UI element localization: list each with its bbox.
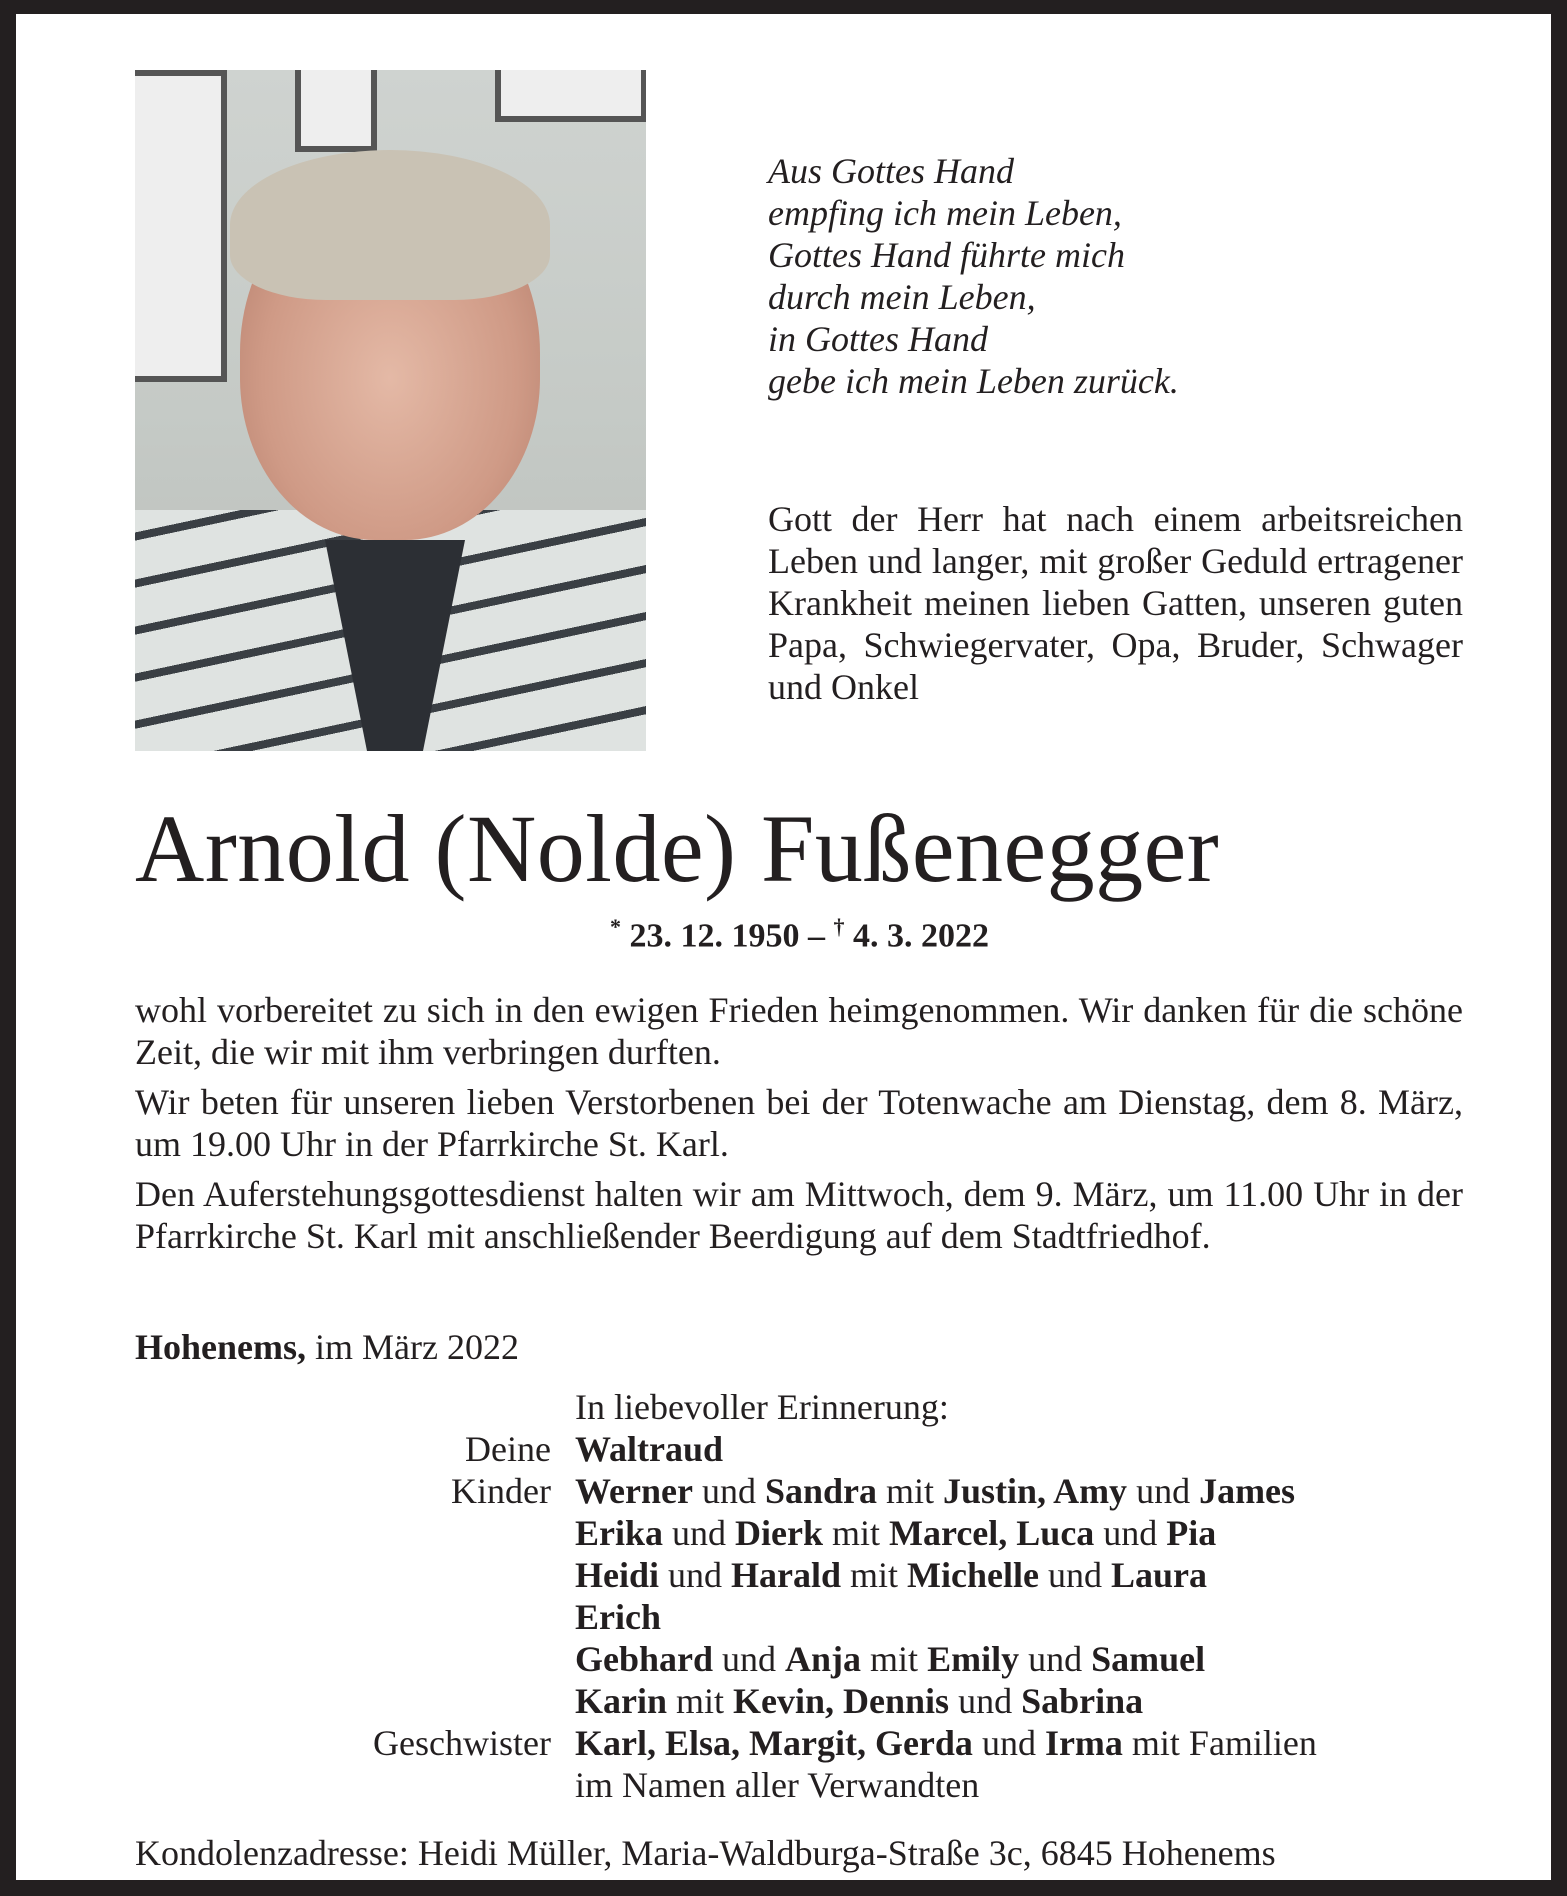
intro-text: Gott der Herr hat nach einem arbeitsreichen Leben und langer, mit großer Geduld ertragener Krankheit meinen lieben Gatten, unseren guten Papa, Schwiegervater, Opa, Bruder, Schwager und Onkel — [768, 499, 1463, 707]
picture-frame — [495, 70, 646, 122]
connector-text: mit — [841, 1555, 908, 1595]
poem-line: in Gottes Hand — [768, 319, 988, 359]
connector-text: mit — [667, 1681, 734, 1721]
member-name: Heidi — [575, 1555, 660, 1595]
portrait-photo — [135, 70, 646, 751]
family-label — [135, 1512, 575, 1554]
place-date — [135, 1326, 519, 1368]
member-name: Gebhard — [575, 1639, 714, 1679]
poem-line: gebe ich mein Leben zurück. — [768, 361, 1179, 401]
connector-text: und — [692, 1471, 765, 1511]
connector-text: mit Familien — [1122, 1723, 1317, 1763]
connector-text: und — [1019, 1639, 1092, 1679]
family-members — [575, 1554, 1207, 1596]
birth-symbol: * — [610, 914, 621, 939]
family-label — [135, 1638, 575, 1680]
death-symbol: † — [833, 914, 845, 939]
connector-text: und — [1127, 1471, 1200, 1511]
poem-line: Gottes Hand führte mich — [768, 235, 1125, 275]
hair — [230, 150, 550, 300]
family-members — [575, 1470, 1295, 1512]
poem-line: Aus Gottes Hand — [768, 151, 1014, 191]
memory-heading: In liebevoller Erinnerung: — [575, 1387, 949, 1427]
member-name: Irma — [1044, 1723, 1123, 1763]
family-row — [135, 1512, 1475, 1554]
member-name: Karl, Elsa, Margit, Gerda — [575, 1723, 973, 1763]
body-text — [135, 989, 1463, 1265]
family-row — [135, 1596, 1475, 1638]
member-name: Laura — [1111, 1555, 1208, 1595]
family-row — [135, 1722, 1475, 1764]
family-label — [135, 1554, 575, 1596]
poem — [768, 150, 1179, 402]
member-name: Anja — [785, 1639, 862, 1679]
member-name: Pia — [1166, 1513, 1217, 1553]
poem-line: empfing ich mein Leben, — [768, 193, 1122, 233]
member-name: Karin — [575, 1681, 668, 1721]
life-dates — [16, 914, 1567, 955]
connector-text: mit — [823, 1513, 890, 1553]
family-list — [135, 1386, 1475, 1806]
family-row — [135, 1554, 1475, 1596]
connector-text: und — [949, 1681, 1022, 1721]
member-name: Justin, Amy — [943, 1471, 1128, 1511]
family-row — [135, 1638, 1475, 1680]
connector-text: und — [972, 1723, 1045, 1763]
date-text: im März 2022 — [306, 1327, 519, 1367]
member-name: Emily — [927, 1639, 1020, 1679]
member-name: Erich — [575, 1597, 661, 1637]
connector-text: und — [663, 1513, 736, 1553]
member-name: Harald — [731, 1555, 842, 1595]
family-members — [575, 1680, 1143, 1722]
connector-text: im Namen aller Verwandten — [575, 1765, 980, 1805]
member-name: Michelle — [907, 1555, 1039, 1595]
family-members — [575, 1638, 1205, 1680]
body-paragraph: Wir beten für unseren lieben Verstorbenen bei der Totenwache am Dienstag, dem 8. März, um 19.00 Uhr in der Pfarrkirche St. Karl. — [135, 1082, 1463, 1164]
family-label: Geschwister — [373, 1723, 551, 1763]
member-name: Dierk — [735, 1513, 823, 1553]
place: Hohenems, — [135, 1327, 306, 1367]
family-members — [575, 1428, 723, 1470]
family-row — [135, 1680, 1475, 1722]
member-name: Erika — [575, 1513, 664, 1553]
obituary-page — [16, 14, 1551, 1880]
deceased-name: Arnold (Nolde) Fußenegger — [135, 795, 1220, 902]
member-name: Sandra — [764, 1471, 877, 1511]
member-name: Marcel, Luca — [889, 1513, 1095, 1553]
death-date: 4. 3. 2022 — [853, 917, 989, 955]
poem-line: durch mein Leben, — [768, 277, 1036, 317]
family-members — [575, 1722, 1317, 1764]
member-name: Sabrina — [1021, 1681, 1144, 1721]
family-label — [135, 1764, 575, 1806]
family-label: Deine — [465, 1429, 551, 1469]
picture-frame — [135, 70, 227, 382]
family-label: Kinder — [451, 1471, 551, 1511]
member-name: Kevin, Dennis — [733, 1681, 950, 1721]
member-name: Waltraud — [575, 1429, 724, 1469]
family-label — [135, 1596, 575, 1638]
body-paragraph: Den Auferstehungsgottesdienst halten wir am Mittwoch, dem 9. März, um 11.00 Uhr in der Pfarrkirche St. Karl mit anschließender Beerdigung auf dem Stadtfriedhof. — [135, 1174, 1463, 1256]
member-name: James — [1199, 1471, 1296, 1511]
picture-frame — [295, 70, 377, 152]
condolence-address: Kondolenzadresse: Heidi Müller, Maria-Waldburga-Straße 3c, 6845 Hohenems — [135, 1833, 1276, 1873]
connector-text: und — [1039, 1555, 1111, 1595]
family-label — [135, 1680, 575, 1722]
family-members — [575, 1764, 979, 1806]
birth-date: 23. 12. 1950 — [629, 917, 800, 955]
family-row — [135, 1764, 1475, 1806]
connector-text: und — [659, 1555, 732, 1595]
family-row — [135, 1470, 1475, 1512]
member-name: Werner — [575, 1471, 693, 1511]
connector-text: und — [713, 1639, 786, 1679]
body-paragraph: wohl vorbereitet zu sich in den ewigen Frieden heimgenommen. Wir danken für die schöne Zeit, die wir mit ihm verbringen durften. — [135, 990, 1463, 1072]
date-dash: – — [808, 917, 825, 955]
family-row — [135, 1428, 1475, 1470]
connector-text: mit — [861, 1639, 928, 1679]
family-members — [575, 1512, 1216, 1554]
connector-text: mit — [877, 1471, 944, 1511]
member-name: Samuel — [1091, 1639, 1206, 1679]
connector-text: und — [1094, 1513, 1167, 1553]
family-members — [575, 1596, 661, 1638]
